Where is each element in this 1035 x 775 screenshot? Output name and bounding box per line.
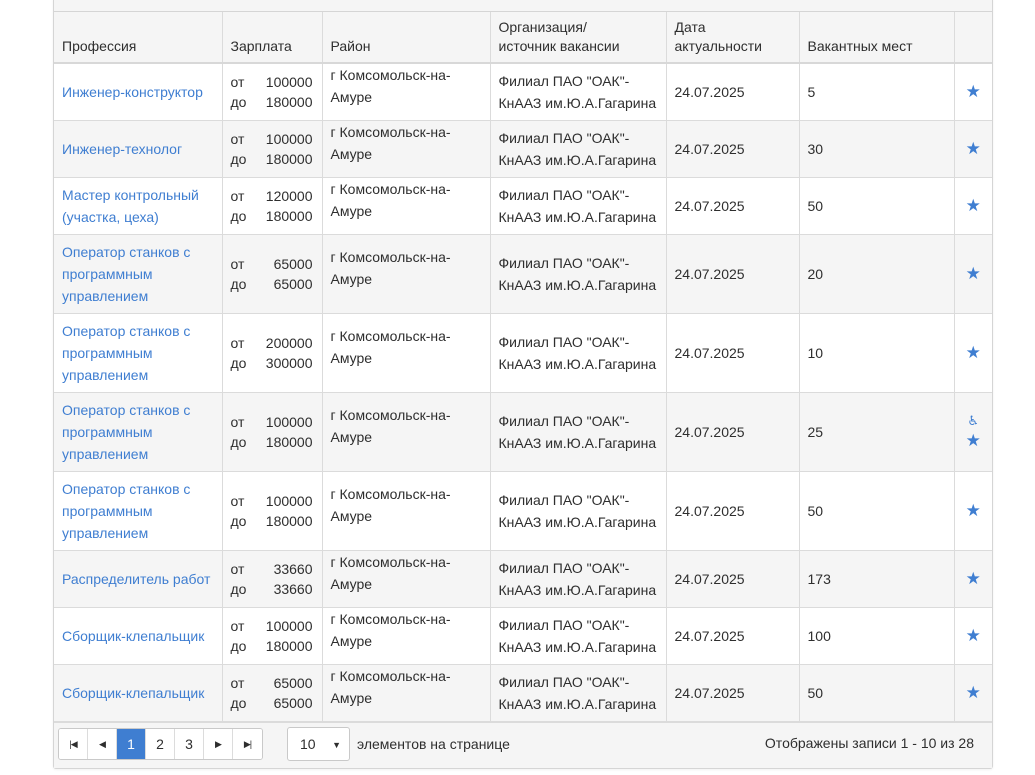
cell-organization [490,177,666,234]
date-text: 24.07.2025 [674,197,745,214]
last-page-button[interactable] [233,729,262,759]
region-text: г Комсомольск-на-Амуре [330,123,451,162]
cell-salary [222,607,322,664]
cell-icons [954,550,992,607]
header-salary-label: Зарплата [230,38,292,54]
region-text: г Комсомольск-на-Амуре [330,485,451,524]
vacancies-count: 25 [807,423,824,440]
cell-date [666,664,799,721]
pager [54,722,992,768]
salary-from-label: от [230,130,245,147]
table-row[interactable] [54,234,992,313]
header-org-line1: Организация/ [498,19,587,35]
cell-organization [490,550,666,607]
star-icon[interactable]: ★ [965,343,981,362]
salary-range [231,129,314,169]
organization-text [499,410,658,454]
cell-vacancies [799,392,954,471]
grid-toolbar [54,0,992,12]
salary-to-label: до [230,275,247,292]
cell-icons [954,63,992,120]
cell-icons [954,607,992,664]
cell-date [666,313,799,392]
profession-link[interactable]: Оператор станков с программным управлением [62,322,191,383]
cell-profession [54,550,222,607]
star-icon[interactable]: ★ [965,82,981,102]
first-page-button[interactable] [59,729,88,759]
organization-text [499,252,658,296]
page-label: 1 [127,736,135,752]
cell-salary [222,63,322,120]
organization-text [499,671,658,715]
profession-link[interactable]: Распределитель работ [62,570,211,587]
org-line2: КнААЗ им.Ю.А.Гагарина [498,151,657,168]
star-icon[interactable]: ★ [965,196,981,215]
first-page-icon: |◀ [69,738,77,749]
date-text: 24.07.2025 [674,140,745,157]
cell-profession [54,607,222,664]
cell-organization [490,392,666,471]
salary-to: 180000 [265,207,313,224]
salary-to-label: до [230,354,247,371]
salary-range [231,559,314,599]
org-line2: КнААЗ им.Ю.А.Гагарина [498,355,657,372]
salary-from-label: от [230,674,245,691]
salary-from-label: от [230,73,245,90]
cell-date [666,392,799,471]
salary-range [231,186,314,226]
cell-profession [54,63,222,120]
vacancies-count: 30 [807,140,824,157]
salary-from-label: от [230,560,245,577]
cell-salary [222,177,322,234]
cell-salary [222,120,322,177]
cell-icons [954,313,992,392]
profession-link[interactable]: Инженер-технолог [62,140,183,157]
salary-to: 180000 [265,150,313,167]
org-line1: Филиал ПАО "ОАК"- [498,559,630,576]
org-line1: Филиал ПАО "ОАК"- [498,412,630,429]
header-org-line2: источник вакансии [498,38,620,54]
cell-region [322,177,490,234]
org-line2: КнААЗ им.Ю.А.Гагарина [498,513,657,530]
profession-link[interactable]: Мастер контрольный (участка, цеха) [62,186,199,225]
organization-text [499,127,658,171]
cell-profession [54,664,222,721]
page-label: 2 [156,736,164,752]
cell-date [666,607,799,664]
pager-buttons [58,728,263,760]
region-text: г Комсомольск-на-Амуре [330,406,451,445]
organization-text [499,489,658,533]
table-row[interactable] [54,550,992,607]
profession-link[interactable]: Оператор станков с программным управлением [62,480,191,541]
next-page-icon: ▶ [215,738,221,749]
org-line2: КнААЗ им.Ю.А.Гагарина [498,276,657,293]
header-icons [954,12,992,63]
table-row[interactable] [54,607,992,664]
vacancies-count: 10 [807,344,824,361]
header-profession[interactable] [54,12,222,63]
page-button-2[interactable] [146,729,175,759]
cell-salary [222,313,322,392]
salary-range [231,72,314,112]
salary-range [231,333,314,373]
salary-to-label: до [230,93,247,110]
salary-range [231,673,314,713]
org-line2: КнААЗ им.Ю.А.Гагарина [498,94,657,111]
organization-text [499,614,658,658]
cell-organization [490,313,666,392]
cell-date [666,550,799,607]
salary-from-label: от [230,492,245,509]
vacancies-count: 5 [807,83,816,100]
cell-region [322,471,490,550]
page-button-1[interactable] [117,729,146,759]
table-row[interactable] [54,313,992,392]
star-icon[interactable]: ★ [965,501,981,520]
cell-date [666,120,799,177]
table-row[interactable] [54,392,992,471]
salary-to: 65000 [273,694,313,711]
cell-region [322,550,490,607]
salary-from-label: от [230,617,245,634]
header-date-line1: Дата [674,19,706,35]
date-text: 24.07.2025 [674,502,745,519]
cell-profession [54,234,222,313]
profession-link[interactable]: Оператор станков с программным управлением [62,243,191,304]
cell-region [322,234,490,313]
vacancies-count: 50 [807,684,824,701]
org-line1: Филиал ПАО "ОАК"- [498,129,630,146]
cell-vacancies [799,120,954,177]
cell-vacancies [799,313,954,392]
salary-range [231,254,314,294]
profession-link[interactable]: Сборщик-клепальщик [62,684,205,701]
cell-icons [954,120,992,177]
salary-from: 100000 [265,492,313,509]
cell-profession [54,120,222,177]
salary-from: 100000 [265,617,313,634]
org-line2: КнААЗ им.Ю.А.Гагарина [498,581,657,598]
page-size-select[interactable] [287,727,350,761]
page-size-label: элементов на странице [357,736,510,752]
cell-organization [490,664,666,721]
org-line1: Филиал ПАО "ОАК"- [498,673,630,690]
org-line1: Филиал ПАО "ОАК"- [498,254,630,271]
header-region[interactable] [322,12,490,63]
vacancy-grid [53,0,993,769]
salary-to-label: до [230,207,247,224]
cell-profession [54,177,222,234]
organization-text [499,331,658,375]
star-icon[interactable]: ★ [965,139,981,158]
cell-vacancies [799,63,954,120]
date-text: 24.07.2025 [674,570,745,587]
org-line1: Филиал ПАО "ОАК"- [498,491,630,508]
table-row[interactable] [54,120,992,177]
header-vacancies-label: Вакантных мест [807,38,913,54]
cell-date [666,177,799,234]
cell-vacancies [799,607,954,664]
cell-organization [490,234,666,313]
organization-text [499,184,658,228]
org-line2: КнААЗ им.Ю.А.Гагарина [498,638,657,655]
org-line2: КнААЗ им.Ю.А.Гагарина [498,208,657,225]
cell-organization [490,63,666,120]
vacancy-table [54,12,992,722]
cell-icons [954,471,992,550]
table-body [54,63,992,721]
salary-range [231,491,314,531]
cell-vacancies [799,234,954,313]
star-icon[interactable]: ★ [965,683,981,702]
profession-link[interactable]: Оператор станков с программным управлением [62,401,191,462]
salary-from-label: от [230,334,245,351]
date-text: 24.07.2025 [674,344,745,361]
cell-icons [954,177,992,234]
cell-date [666,63,799,120]
salary-to: 65000 [273,275,313,292]
region-text: г Комсомольск-на-Амуре [330,667,451,706]
cell-salary [222,392,322,471]
prev-page-icon: ◀ [99,738,105,749]
salary-range [231,412,314,452]
table-row[interactable] [54,177,992,234]
cell-profession [54,471,222,550]
profession-link[interactable]: Сборщик-клепальщик [62,627,205,644]
org-line2: КнААЗ им.Ю.А.Гагарина [498,695,657,712]
org-line1: Филиал ПАО "ОАК"- [498,333,630,350]
vacancies-count: 50 [807,502,824,519]
date-text: 24.07.2025 [674,423,745,440]
salary-to-label: до [230,150,247,167]
vacancies-count: 100 [807,627,831,644]
table-row[interactable] [54,471,992,550]
cell-profession [54,392,222,471]
salary-from: 200000 [265,334,313,351]
header-date-line2: актуальности [674,38,762,54]
date-text: 24.07.2025 [674,627,745,644]
salary-to: 180000 [265,512,313,529]
organization-text [499,70,658,114]
cell-organization [490,471,666,550]
header-date[interactable] [666,12,799,63]
page-label: 3 [185,736,193,752]
cell-icons [954,234,992,313]
salary-to: 33660 [273,580,313,597]
header-region-label: Район [330,38,371,54]
region-text: г Комсомольск-на-Амуре [330,66,451,105]
cell-region [322,607,490,664]
vacancies-count: 173 [807,570,831,587]
organization-text [499,557,658,601]
vacancies-count: 20 [807,265,824,282]
cell-vacancies [799,664,954,721]
chevron-down-icon: ▼ [332,740,341,750]
pager-info: Отображены записи 1 - 10 из 28 [764,735,974,751]
header-profession-label: Профессия [62,38,137,54]
org-line2: КнААЗ им.Ю.А.Гагарина [498,434,657,451]
cell-organization [490,120,666,177]
salary-to-label: до [230,637,247,654]
cell-date [666,234,799,313]
cell-organization [490,607,666,664]
last-page-icon: ▶| [243,738,252,749]
salary-from: 120000 [265,187,313,204]
header-salary[interactable] [222,12,322,63]
org-line1: Филиал ПАО "ОАК"- [498,72,630,89]
cell-salary [222,471,322,550]
cell-region [322,392,490,471]
table-header-row [54,12,992,63]
table-row[interactable] [54,664,992,721]
salary-from: 33660 [273,560,313,577]
salary-to: 180000 [265,637,313,654]
cell-profession [54,313,222,392]
cell-region [322,313,490,392]
date-text: 24.07.2025 [674,83,745,100]
region-text: г Комсомольск-на-Амуре [330,248,451,287]
salary-from: 100000 [265,130,313,147]
region-text: г Комсомольск-на-Амуре [330,553,451,592]
star-icon[interactable]: ★ [965,569,981,588]
salary-from-label: от [230,187,245,204]
wheelchair-icon: ♿ [967,413,980,428]
header-organization[interactable] [490,12,666,63]
page-size-value: 10 [300,736,316,752]
profession-link[interactable]: Инженер-конструктор [62,83,203,100]
region-text: г Комсомольск-на-Амуре [330,327,451,366]
salary-from-label: от [230,413,245,430]
salary-to: 180000 [265,93,313,110]
star-icon[interactable]: ★ [965,431,981,450]
salary-to-label: до [230,512,247,529]
salary-to-label: до [230,694,247,711]
salary-from: 65000 [273,674,313,691]
cell-vacancies [799,471,954,550]
cell-icons [954,664,992,721]
salary-from-label: от [230,255,245,272]
cell-salary [222,550,322,607]
salary-to: 180000 [265,433,313,450]
salary-to-label: до [230,433,247,450]
cell-icons [954,392,992,471]
next-page-button[interactable] [204,729,233,759]
prev-page-button[interactable] [88,729,117,759]
salary-from: 100000 [265,413,313,430]
salary-from: 100000 [265,73,313,90]
cell-region [322,120,490,177]
region-text: г Комсомольск-на-Амуре [330,180,451,219]
cell-vacancies [799,550,954,607]
cell-vacancies [799,177,954,234]
table-row[interactable] [54,63,992,120]
date-text: 24.07.2025 [674,684,745,701]
salary-to: 300000 [265,354,313,371]
cell-salary [222,664,322,721]
star-icon[interactable]: ★ [965,264,981,283]
org-line1: Филиал ПАО "ОАК"- [498,616,630,633]
vacancies-count: 50 [807,197,824,214]
salary-from: 65000 [273,255,313,272]
cell-date [666,471,799,550]
cell-salary [222,234,322,313]
date-text: 24.07.2025 [674,265,745,282]
region-text: г Комсомольск-на-Амуре [330,610,451,649]
org-line1: Филиал ПАО "ОАК"- [498,186,630,203]
page-button-3[interactable] [175,729,204,759]
header-vacancies[interactable] [799,12,954,63]
cell-region [322,63,490,120]
salary-to-label: до [230,580,247,597]
cell-region [322,664,490,721]
salary-range [231,616,314,656]
star-icon[interactable]: ★ [965,626,981,645]
